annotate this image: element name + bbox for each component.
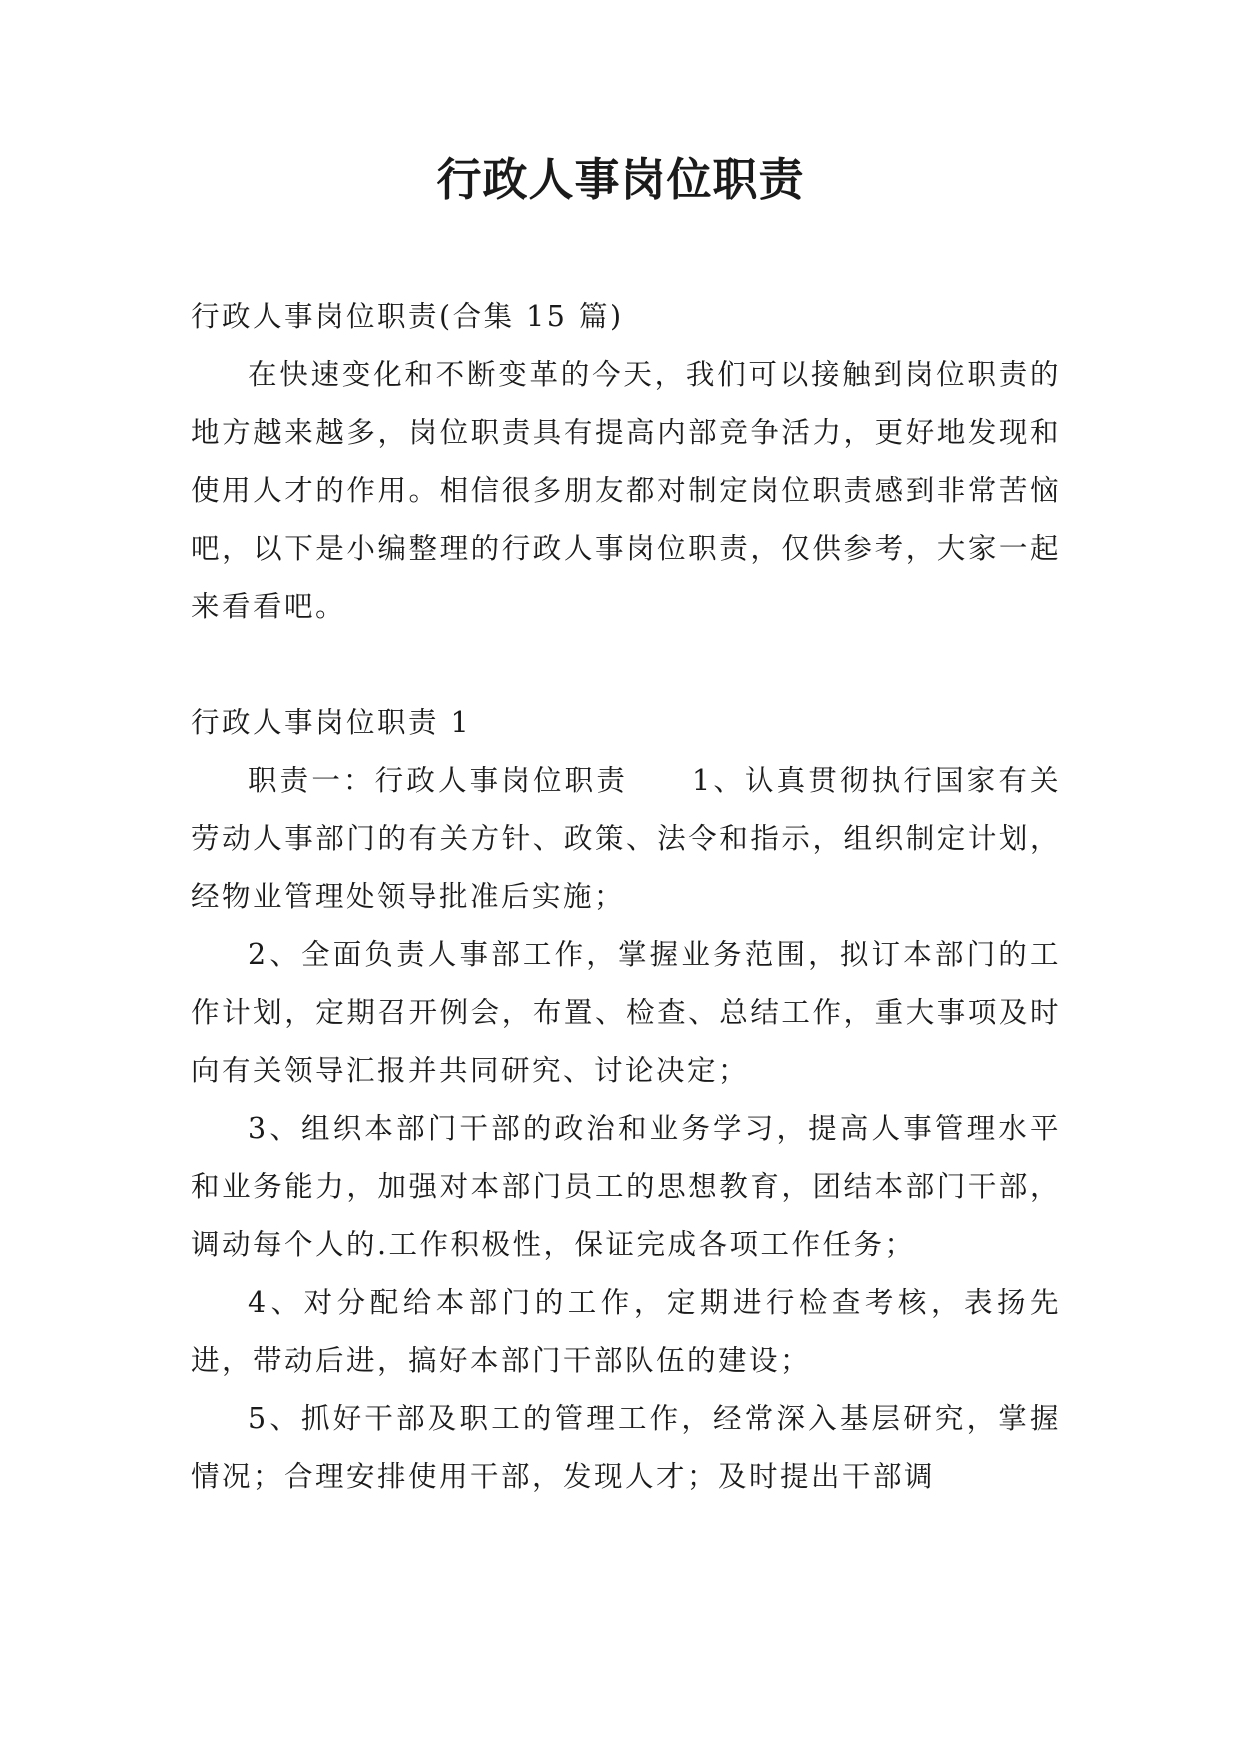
section-spacer [191,636,1061,694]
duty-label: 职责一：行政人事岗位职责 [248,764,629,797]
document-body [191,288,1061,1506]
document-title: 行政人事岗位职责 [436,153,805,206]
duty-item-3: 3、组织本部门干部的政治和业务学习，提高人事管理水平和业务能力，加强对本部门员工的思想教育，团结本部门干部，调动每个人的.工作积极性，保证完成各项工作任务； [191,1112,1061,1261]
section-heading: 行政人事岗位职责 1 [191,706,472,739]
document-subtitle: 行政人事岗位职责(合集 15 篇) [191,300,624,333]
duty-item-5: 5、抓好干部及职工的管理工作，经常深入基层研究，掌握情况；合理安排使用干部，发现人才；及时提出干部调 [191,1402,1061,1493]
duty-item-2: 2、全面负责人事部工作，掌握业务范围，拟订本部门的工作计划，定期召开例会，布置、检查、总结工作，重大事项及时向有关领导汇报并共同研究、讨论决定； [191,938,1061,1087]
duty-item-4: 4、对分配给本部门的工作，定期进行检查考核，表扬先进，带动后进，搞好本部门干部队伍的建设； [191,1286,1061,1377]
intro-paragraph: 在快速变化和不断变革的今天，我们可以接触到岗位职责的地方越来越多，岗位职责具有提高内部竞争活力，更好地发现和使用人才的作用。相信很多朋友都对制定岗位职责感到非常苦恼吧，以下是小编整理的行政人事岗位职责，仅供参考，大家一起来看看吧。 [191,358,1061,623]
duty-item-1-text: 1、认真贯彻执行国家有关劳动人事部门的有关方针、政策、法令和指示，组织制定计划，经物业管理处领导批准后实施； [191,764,1061,913]
duty-item-1 [191,752,1061,926]
